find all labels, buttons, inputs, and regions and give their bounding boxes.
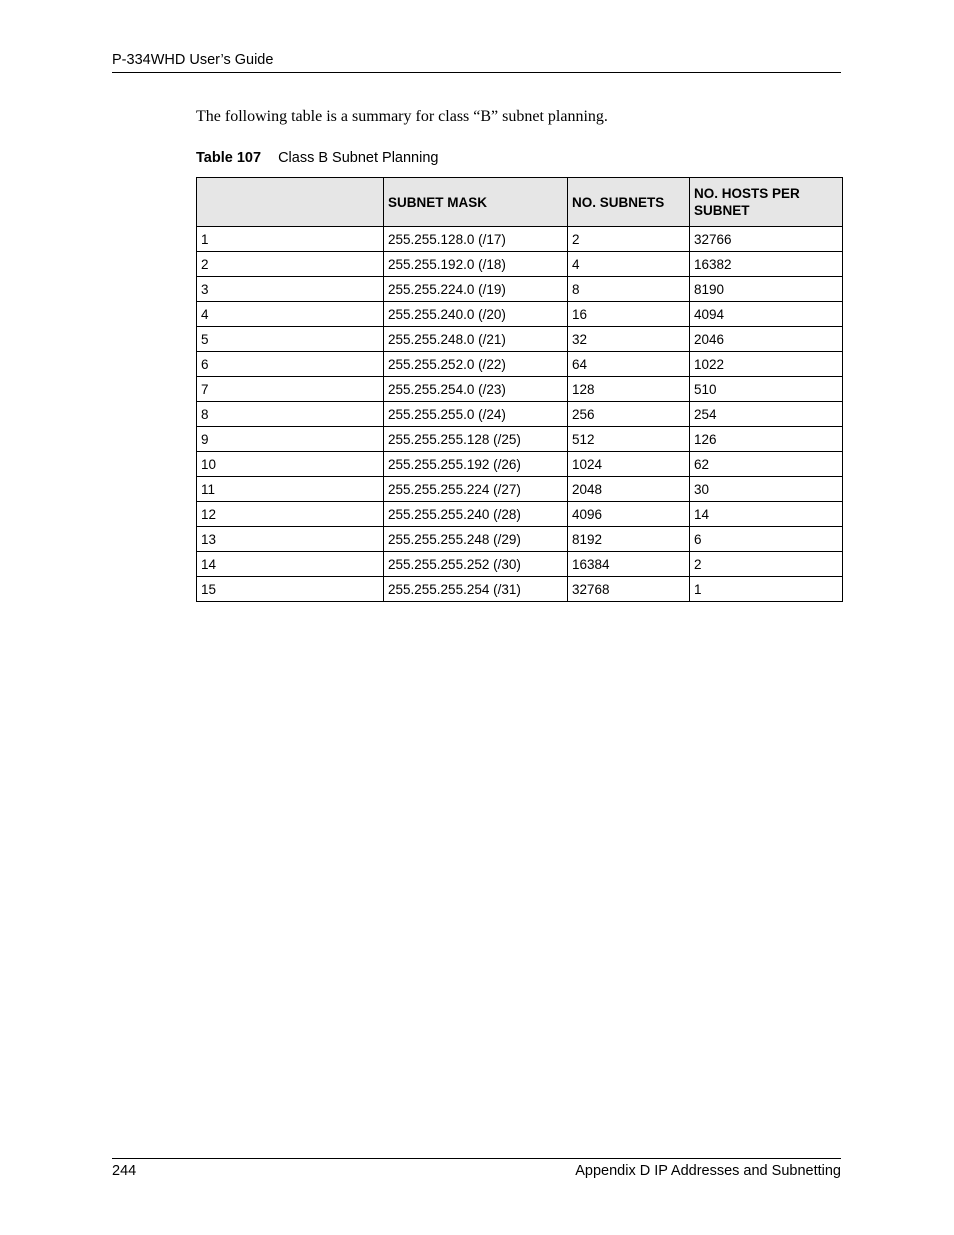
cell-no-subnets: 4 (568, 252, 690, 277)
table-row (197, 352, 843, 377)
cell-index: 6 (197, 352, 384, 377)
table-row (197, 477, 843, 502)
cell-subnet-mask: 255.255.128.0 (/17) (384, 227, 568, 252)
column-header-no-subnets: NO. SUBNETS (568, 178, 690, 227)
cell-subnet-mask: 255.255.240.0 (/20) (384, 302, 568, 327)
cell-index: 10 (197, 452, 384, 477)
table-row (197, 277, 843, 302)
page-number: 244 (112, 1163, 137, 1179)
cell-subnet-mask: 255.255.192.0 (/18) (384, 252, 568, 277)
cell-no-subnets: 2 (568, 227, 690, 252)
table-row (197, 577, 843, 602)
cell-hosts-per-subnet: 126 (690, 427, 843, 452)
cell-no-subnets: 2048 (568, 477, 690, 502)
cell-hosts-per-subnet: 30 (690, 477, 843, 502)
guide-title: P-334WHD User’s Guide (112, 52, 274, 68)
cell-hosts-per-subnet: 32766 (690, 227, 843, 252)
cell-subnet-mask: 255.255.255.254 (/31) (384, 577, 568, 602)
cell-subnet-mask: 255.255.255.248 (/29) (384, 527, 568, 552)
table-row (197, 377, 843, 402)
cell-no-subnets: 8192 (568, 527, 690, 552)
cell-hosts-per-subnet: 1 (690, 577, 843, 602)
cell-hosts-per-subnet: 510 (690, 377, 843, 402)
cell-hosts-per-subnet: 6 (690, 527, 843, 552)
cell-subnet-mask: 255.255.255.240 (/28) (384, 502, 568, 527)
cell-no-subnets: 32768 (568, 577, 690, 602)
cell-no-subnets: 256 (568, 402, 690, 427)
page-footer (112, 1158, 841, 1181)
cell-hosts-per-subnet: 16382 (690, 252, 843, 277)
cell-subnet-mask: 255.255.252.0 (/22) (384, 352, 568, 377)
table-row (197, 302, 843, 327)
cell-subnet-mask: 255.255.255.128 (/25) (384, 427, 568, 452)
table-row (197, 327, 843, 352)
cell-hosts-per-subnet: 254 (690, 402, 843, 427)
table-row (197, 402, 843, 427)
cell-no-subnets: 16384 (568, 552, 690, 577)
column-header-index (197, 178, 384, 227)
cell-index: 2 (197, 252, 384, 277)
cell-hosts-per-subnet: 1022 (690, 352, 843, 377)
cell-no-subnets: 1024 (568, 452, 690, 477)
table-row (197, 427, 843, 452)
cell-no-subnets: 4096 (568, 502, 690, 527)
table-row (197, 502, 843, 527)
cell-no-subnets: 128 (568, 377, 690, 402)
cell-index: 7 (197, 377, 384, 402)
page-header (112, 50, 841, 73)
cell-index: 15 (197, 577, 384, 602)
table-row (197, 552, 843, 577)
table-row (197, 252, 843, 277)
table-row (197, 227, 843, 252)
cell-no-subnets: 32 (568, 327, 690, 352)
cell-index: 14 (197, 552, 384, 577)
cell-index: 13 (197, 527, 384, 552)
table-row (197, 527, 843, 552)
cell-hosts-per-subnet: 2046 (690, 327, 843, 352)
intro-paragraph: The following table is a summary for class “B” subnet planning. (196, 108, 608, 125)
cell-subnet-mask: 255.255.255.224 (/27) (384, 477, 568, 502)
table-number: Table 107 (196, 150, 262, 166)
table-header-row (197, 178, 843, 227)
cell-hosts-per-subnet: 2 (690, 552, 843, 577)
cell-index: 8 (197, 402, 384, 427)
cell-index: 1 (197, 227, 384, 252)
cell-subnet-mask: 255.255.255.252 (/30) (384, 552, 568, 577)
cell-hosts-per-subnet: 14 (690, 502, 843, 527)
cell-no-subnets: 512 (568, 427, 690, 452)
cell-hosts-per-subnet: 62 (690, 452, 843, 477)
cell-index: 11 (197, 477, 384, 502)
table-caption (196, 148, 438, 168)
cell-subnet-mask: 255.255.254.0 (/23) (384, 377, 568, 402)
cell-hosts-per-subnet: 8190 (690, 277, 843, 302)
table-body (197, 227, 843, 602)
cell-subnet-mask: 255.255.255.192 (/26) (384, 452, 568, 477)
cell-hosts-per-subnet: 4094 (690, 302, 843, 327)
footer-section-title: Appendix D IP Addresses and Subnetting (575, 1163, 841, 1179)
table-title: Class B Subnet Planning (278, 150, 439, 166)
cell-no-subnets: 16 (568, 302, 690, 327)
table-row (197, 452, 843, 477)
cell-index: 9 (197, 427, 384, 452)
cell-subnet-mask: 255.255.255.0 (/24) (384, 402, 568, 427)
column-header-hosts-per-subnet: NO. HOSTS PER SUBNET (690, 178, 843, 227)
cell-index: 12 (197, 502, 384, 527)
cell-no-subnets: 8 (568, 277, 690, 302)
cell-subnet-mask: 255.255.224.0 (/19) (384, 277, 568, 302)
cell-index: 4 (197, 302, 384, 327)
cell-subnet-mask: 255.255.248.0 (/21) (384, 327, 568, 352)
column-header-subnet-mask: SUBNET MASK (384, 178, 568, 227)
cell-index: 5 (197, 327, 384, 352)
cell-index: 3 (197, 277, 384, 302)
cell-no-subnets: 64 (568, 352, 690, 377)
class-b-subnet-table (196, 177, 843, 602)
